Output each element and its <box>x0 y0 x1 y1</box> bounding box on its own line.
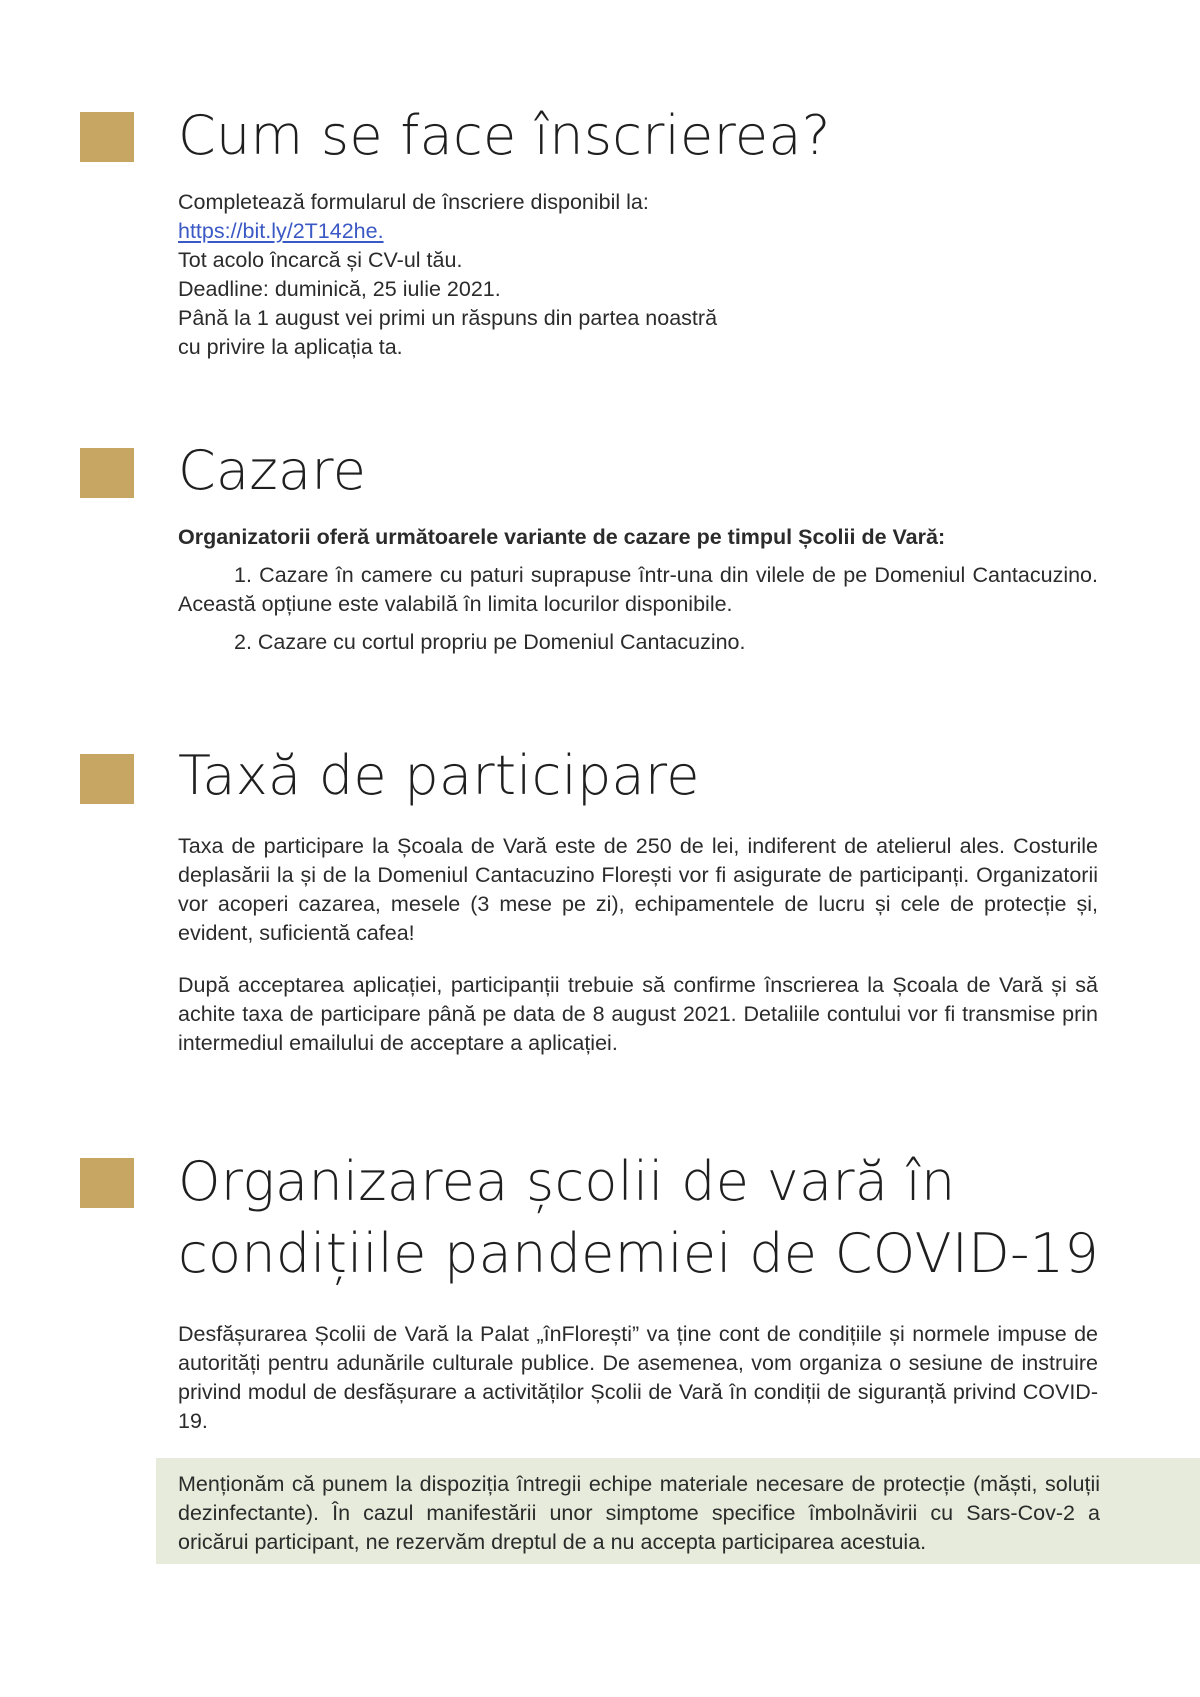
covid-text <box>178 1320 1098 1436</box>
covid-note: Menționăm că punem la dispoziția întregii echipe materiale necesare de protecție (măști, soluții dezinfectante). În cazul manifestării unor simptome specifice îmbolnăvirii cu Sars-Cov-2 a oricărui participant, ne rezervăm dreptul de a nu accepta participarea acestuia. <box>178 1472 1100 1554</box>
accommodation-option: 1. Cazare în camere cu paturi suprapuse într-una din vilele de pe Domeniul Cantacuzino. Această opțiune este valabilă în limita locurilor disponibile. <box>178 563 1098 616</box>
section-heading-registration: Cum se face înscrierea? <box>178 104 831 167</box>
section-heading-accommodation: Cazare <box>178 439 367 502</box>
accommodation-intro: Organizatorii oferă următoarele variante de cazare pe timpul Școlii de Vară: <box>178 525 946 549</box>
accommodation-option: 2. Cazare cu cortul propriu pe Domeniul Cantacuzino. <box>234 630 746 654</box>
registration-deadline: Deadline: duminică, 25 iulie 2021. <box>178 277 501 301</box>
section-marker-square <box>80 448 134 498</box>
accommodation-text <box>178 523 1098 657</box>
covid-paragraph: Desfășurarea Școlii de Vară la Palat „înFlorești” va ține cont de condițiile și normele impuse de autorități pentru adunările culturale publice. De asemenea, vom organiza o sesiune de instruire privind modul de desfășurare a activităților Școlii de Vară în condiții de siguranță privind COVID-19. <box>178 1322 1098 1433</box>
fee-text <box>178 832 1098 1058</box>
registration-text <box>178 188 1098 362</box>
section-marker-square <box>80 1158 134 1208</box>
section-heading-covid <box>178 1146 1099 1290</box>
registration-line: cu privire la aplicația ta. <box>178 335 403 359</box>
section-heading-fee: Taxă de participare <box>178 744 700 807</box>
covid-note-box <box>156 1458 1200 1564</box>
section-marker-square <box>80 112 134 162</box>
registration-form-link[interactable]: https://bit.ly/2T142he. <box>178 219 384 243</box>
heading-line: condițiile pandemiei de COVID-19 <box>178 1222 1100 1285</box>
registration-line: Completează formularul de înscriere disponibil la: <box>178 190 649 214</box>
fee-paragraph: După acceptarea aplicației, participanții trebuie să confirme înscrierea la Școala de Vară și să achite taxa de participare până pe data de 8 august 2021. Detaliile contului vor fi transmise prin intermediul emailului de acceptare a aplicației. <box>178 973 1098 1055</box>
heading-line: Organizarea școlii de vară în <box>178 1150 956 1213</box>
registration-line: Tot acolo încarcă și CV-ul tău. <box>178 248 463 272</box>
fee-paragraph: Taxa de participare la Școala de Vară este de 250 de lei, indiferent de atelierul ales. Costurile deplasării la și de la Domeniul Cantacuzino Florești vor fi asigurate de participanți. Organizatorii vor acoperi cazarea, mesele (3 mese pe zi), echipamentele de lucru și cele de protecție și, evident, suficientă cafea! <box>178 834 1098 945</box>
registration-line: Până la 1 august vei primi un răspuns din partea noastră <box>178 306 718 330</box>
section-marker-square <box>80 754 134 804</box>
